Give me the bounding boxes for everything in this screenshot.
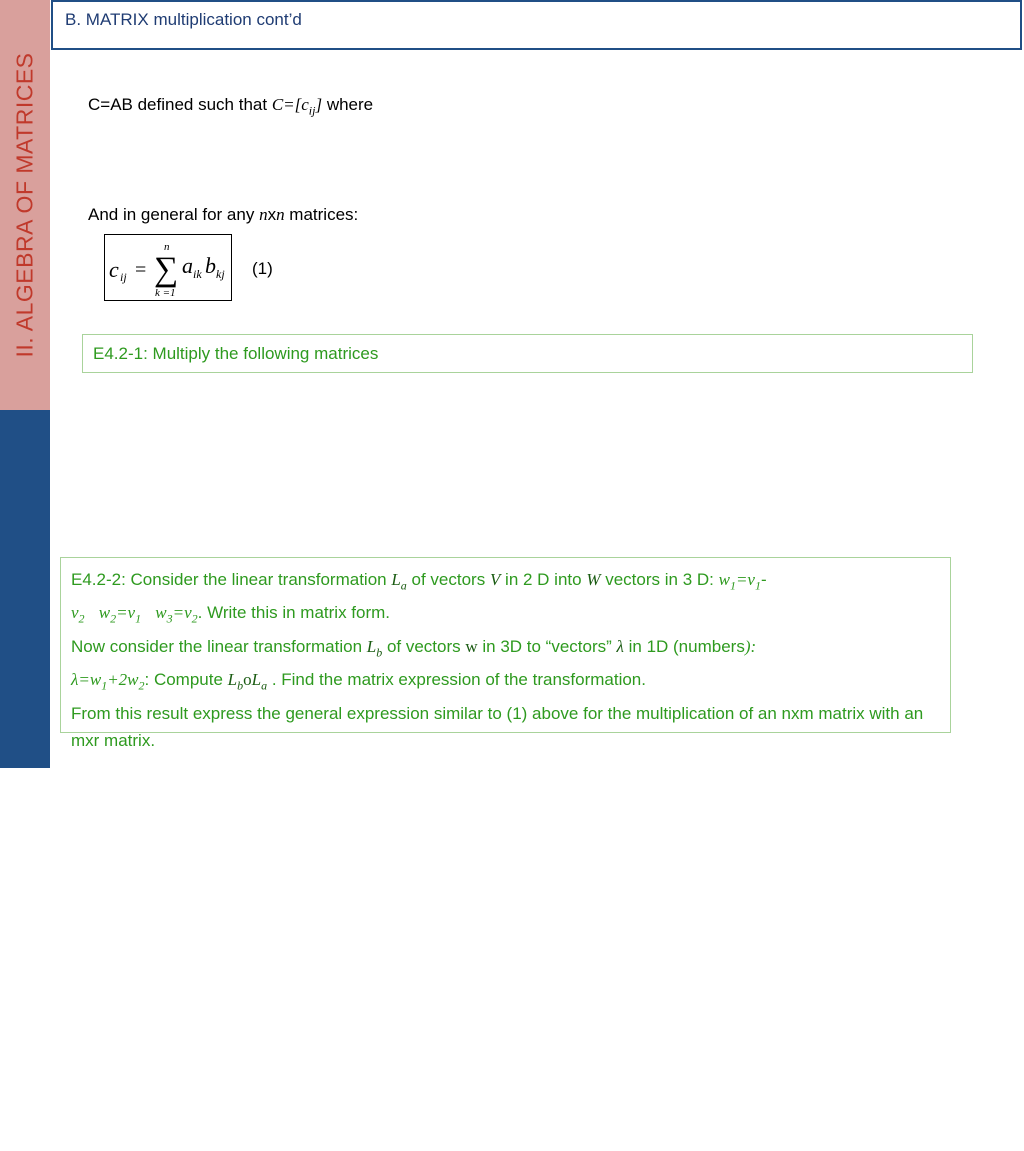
ex2-lam-w2-sub: 2 xyxy=(138,678,145,693)
slide-header xyxy=(51,0,1022,50)
ex2-w2-sub: 2 xyxy=(110,611,117,626)
eq-term-a: a xyxy=(182,253,193,278)
general-suffix: matrices: xyxy=(284,205,359,224)
eq-lhs-sub: ij xyxy=(120,270,127,284)
ex2-close-colon: ): xyxy=(744,636,757,656)
ex2-v1b-sub: 1 xyxy=(135,611,142,626)
ex2-write: . Write this in matrix form. xyxy=(197,603,391,623)
general-x: x xyxy=(267,205,277,224)
ex2-lam-w1-sub: 1 xyxy=(101,678,108,693)
ex2-of-vectors2: of vectors xyxy=(382,636,466,656)
eq-term-b-sub: kj xyxy=(216,267,225,281)
ex2-lb2: L xyxy=(227,670,238,690)
ex2-la: L xyxy=(391,570,401,589)
ex2-la2: L xyxy=(251,670,262,690)
definition-math-rhs: ] xyxy=(315,95,323,114)
ex2-w1-sub: 1 xyxy=(729,578,736,593)
eq-term-a-sub: ik xyxy=(193,267,202,281)
general-n1: n xyxy=(259,205,268,224)
exercise-1-box xyxy=(82,334,973,373)
general-n2: n xyxy=(276,205,285,224)
ex2-plus: +2w xyxy=(107,670,139,690)
ex2-eq1: =v xyxy=(735,570,755,589)
ex2-w2: w xyxy=(98,603,111,623)
eq-sum-lower: k =1 xyxy=(155,287,176,299)
course-title: PHY 301: MATH AND NUM TECH xyxy=(15,893,34,1151)
ex2-v1-sub: 1 xyxy=(754,578,761,593)
sigma-symbol: ∑ xyxy=(154,251,179,288)
ex2-lambda: λ xyxy=(616,636,624,656)
definition-line xyxy=(88,95,373,118)
exercise-1-text: E4.2-1: Multiply the following matrices xyxy=(93,344,379,363)
eq-lhs: c xyxy=(109,257,119,282)
ex2-eq2: =v xyxy=(116,603,136,623)
general-line xyxy=(88,205,358,225)
ex2-compute: : Compute xyxy=(144,670,228,690)
ex2-w-vec: w xyxy=(465,636,478,656)
sidebar-course-band xyxy=(0,410,50,1151)
ex2-w3: w xyxy=(155,603,167,623)
ex2-intro: E4.2-2: Consider the linear transformation xyxy=(71,570,392,589)
ex2-la2-sub: a xyxy=(261,678,268,693)
definition-suffix: where xyxy=(322,95,374,114)
ex2-minus: - xyxy=(760,570,767,589)
ex2-find: . Find the matrix expression of the transformation. xyxy=(267,670,646,690)
ex2-v2-sub: 2 xyxy=(78,611,85,626)
ex2-eq3: =v xyxy=(172,603,192,623)
ex2-final: From this result express the general expression similar to (1) above for the multiplication of an nxm matrix with an mxr matrix. xyxy=(71,703,924,750)
equation-number: (1) xyxy=(252,259,273,278)
ex2-lb: L xyxy=(366,636,377,656)
definition-math-sub: ij xyxy=(308,103,316,118)
ex2-w3-sub: 3 xyxy=(166,611,173,626)
slide-title: B. MATRIX multiplication cont’d xyxy=(65,10,302,29)
definition-math-lhs: C=[c xyxy=(271,95,309,114)
exercise-2-box xyxy=(60,557,951,750)
ex2-v2b-sub: 2 xyxy=(191,611,198,626)
ex2-lam-eq: =w xyxy=(78,670,102,690)
ex2-lambda2: λ xyxy=(71,670,79,690)
ex2-w1: w xyxy=(718,570,730,589)
ex2-of-vectors: of vectors xyxy=(406,570,490,589)
ex2-now: Now consider the linear transformation xyxy=(71,636,367,656)
ex2-v: V xyxy=(489,570,501,589)
ex2-in3d: in 3D to “vectors” xyxy=(477,636,617,656)
ex2-la-sub: a xyxy=(400,578,407,593)
sidebar-section-band xyxy=(0,0,50,410)
ex2-vectors3d: vectors in 3 D: xyxy=(600,570,719,589)
equation-box xyxy=(104,234,232,301)
eq-equals: = xyxy=(135,259,147,281)
definition-prefix: C=AB defined such that xyxy=(88,95,272,114)
eq-sum-upper: n xyxy=(164,241,170,253)
eq-term-b: b xyxy=(205,253,216,278)
section-title: II. ALGEBRA OF MATRICES xyxy=(11,52,38,358)
ex2-v2: v xyxy=(71,603,79,623)
general-prefix: And in general for any xyxy=(88,205,260,224)
ex2-in1d: in 1D (numbers xyxy=(623,636,745,656)
ex2-circ: o xyxy=(243,670,252,690)
ex2-lb-sub: b xyxy=(376,645,383,660)
ex2-lb2-sub: b xyxy=(237,678,244,693)
ex2-in2d: in 2 D into xyxy=(500,570,587,589)
ex2-w: W xyxy=(586,570,601,589)
